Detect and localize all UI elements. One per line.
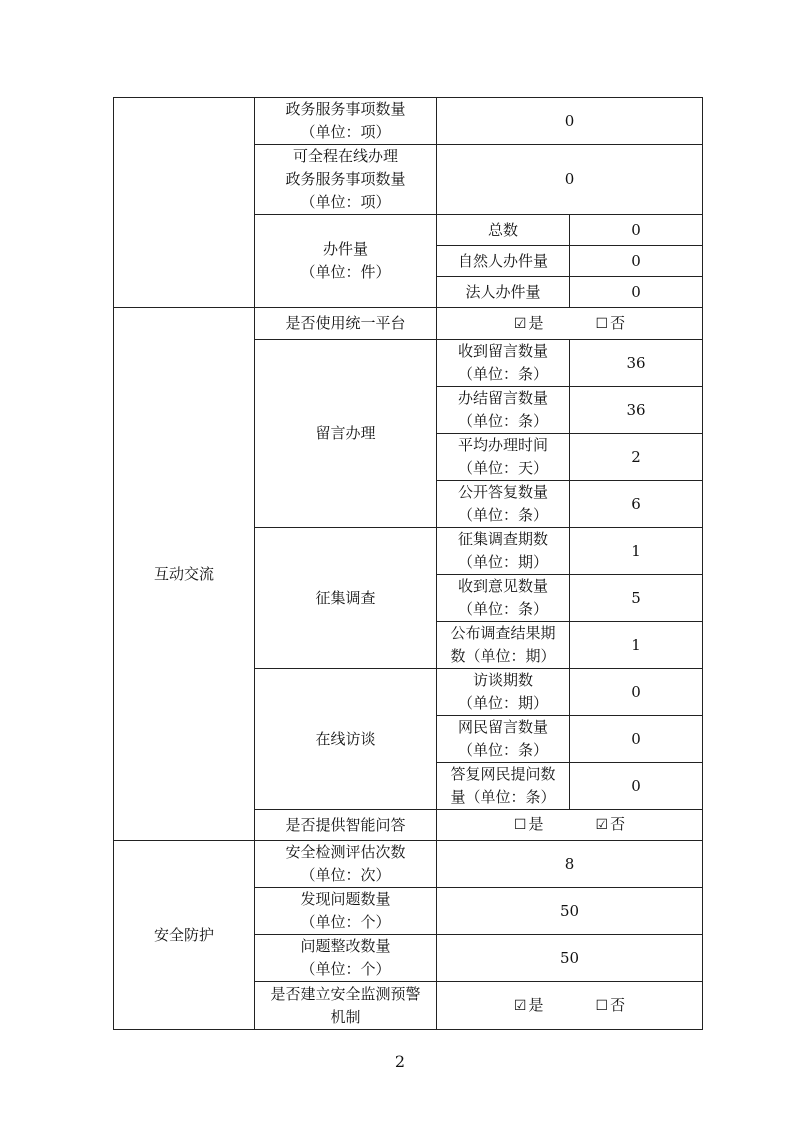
sub-label: 公布调查结果期 数（单位：期）	[437, 622, 570, 669]
section-title-interaction: 互动交流	[114, 308, 255, 841]
sub-label: 公开答复数量 （单位：条）	[437, 481, 570, 528]
value-cell: 36	[570, 387, 703, 434]
value-cell: 0	[570, 763, 703, 810]
checkbox-checked-icon: ☑	[513, 997, 527, 1014]
sub-label: 网民留言数量 （单位：条）	[437, 716, 570, 763]
table-row	[114, 98, 703, 145]
value-cell: 0	[570, 246, 703, 277]
row-label: 是否使用统一平台	[255, 308, 437, 340]
choice-cell	[437, 982, 703, 1030]
row-label: 办件量 （单位：件）	[255, 215, 437, 308]
report-table	[113, 97, 703, 1030]
sub-label: 答复网民提问数 量（单位：条）	[437, 763, 570, 810]
sub-label: 征集调查期数 （单位：期）	[437, 528, 570, 575]
value-cell: 5	[570, 575, 703, 622]
sub-label: 收到留言数量 （单位：条）	[437, 340, 570, 387]
table-row	[114, 841, 703, 888]
section-title-security: 安全防护	[114, 841, 255, 1030]
value-cell: 0	[570, 215, 703, 246]
row-label: 发现问题数量 （单位：个）	[255, 888, 437, 935]
value-cell: 6	[570, 481, 703, 528]
page-number: 2	[394, 1052, 406, 1071]
option-no: ☐ 否	[596, 994, 626, 1018]
value-cell: 0	[437, 145, 703, 215]
checkbox-empty-icon: ☐	[595, 997, 609, 1014]
option-yes: ☑ 是	[514, 994, 544, 1018]
checkbox-checked-icon: ☑	[595, 817, 609, 833]
sub-label: 收到意见数量 （单位：条）	[437, 575, 570, 622]
row-label: 安全检测评估次数 （单位：次）	[255, 841, 437, 888]
value-cell: 50	[437, 935, 703, 982]
value-cell: 1	[570, 528, 703, 575]
row-label: 政务服务事项数量 （单位：项）	[255, 98, 437, 145]
sub-label: 自然人办件量	[437, 246, 570, 277]
section-cell-empty	[114, 98, 255, 308]
row-label: 可全程在线办理 政务服务事项数量 （单位：项）	[255, 145, 437, 215]
option-yes: ☐ 是	[514, 813, 544, 837]
row-label: 是否提供智能问答	[255, 810, 437, 841]
value-cell: 0	[570, 277, 703, 308]
value-cell: 0	[570, 669, 703, 716]
value-cell: 8	[437, 841, 703, 888]
value-cell: 1	[570, 622, 703, 669]
checkbox-checked-icon: ☑	[513, 315, 527, 332]
sub-label: 访谈期数 （单位：期）	[437, 669, 570, 716]
value-cell: 0	[437, 98, 703, 145]
option-no: ☑ 否	[596, 813, 626, 837]
row-label: 问题整改数量 （单位：个）	[255, 935, 437, 982]
option-no: ☐ 否	[596, 312, 626, 336]
row-label: 是否建立安全监测预警 机制	[255, 982, 437, 1030]
group-label: 征集调查	[255, 528, 437, 669]
choice-cell	[437, 308, 703, 340]
value-cell: 50	[437, 888, 703, 935]
sub-label: 办结留言数量 （单位：条）	[437, 387, 570, 434]
group-label: 在线访谈	[255, 669, 437, 810]
choice-cell	[437, 810, 703, 841]
value-cell: 2	[570, 434, 703, 481]
checkbox-empty-icon: ☐	[595, 315, 609, 332]
checkbox-empty-icon: ☐	[513, 817, 527, 833]
group-label: 留言办理	[255, 340, 437, 528]
sub-label: 总数	[437, 215, 570, 246]
value-cell: 0	[570, 716, 703, 763]
option-yes: ☑ 是	[514, 312, 544, 336]
sub-label: 法人办件量	[437, 277, 570, 308]
sub-label: 平均办理时间 （单位：天）	[437, 434, 570, 481]
table-row	[114, 308, 703, 340]
value-cell: 36	[570, 340, 703, 387]
